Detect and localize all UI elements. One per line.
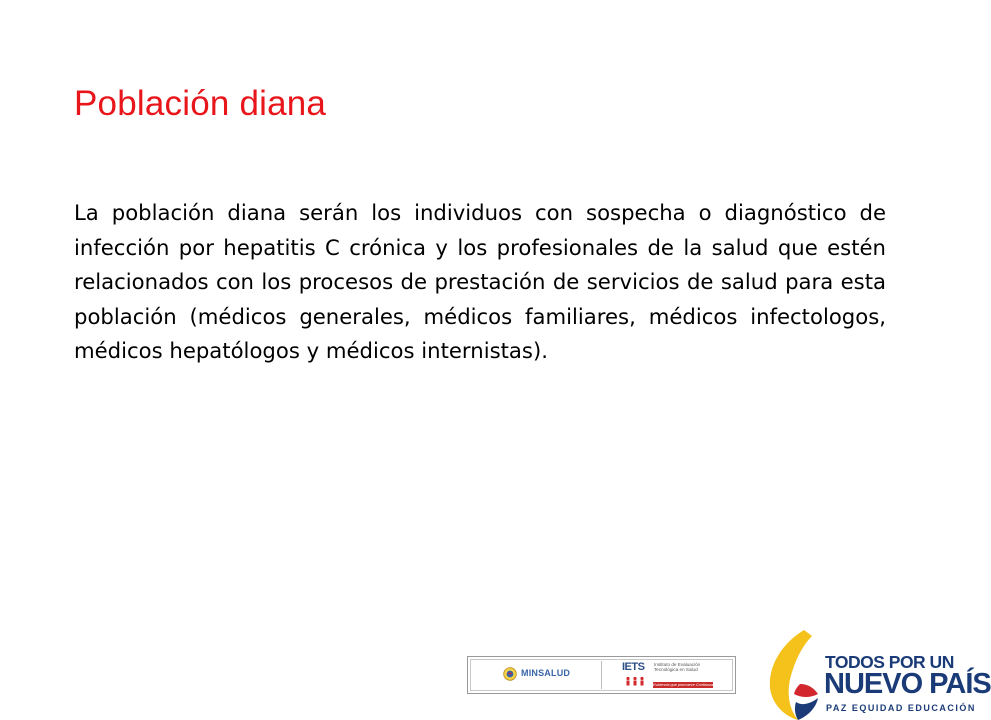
brand-line-1: TODOS POR UN [825, 652, 954, 672]
iets-people-icon [625, 676, 645, 686]
minsalud-logo-text: MINSALUD [521, 668, 571, 678]
logo-divider [601, 661, 602, 689]
iets-description: Instituto de Evaluación Tecnológica en Salud [654, 662, 701, 673]
brand-line-2: NUEVO PAÍS [824, 668, 991, 700]
todos-por-un-nuevo-pais-logo [764, 628, 991, 720]
iets-tagline: Evidencia que promueve Confianza [653, 683, 713, 687]
iets-logo-text: IETS [622, 661, 645, 673]
brand-line-3: PAZ EQUIDAD EDUCACIÓN [826, 703, 976, 713]
slide-body-text: La población diana serán los individuos con sospecha o diagnóstico de infección por hepatitis C crónica y los profesionales de la salud que estén relacionados con los procesos de prestación de servicios de salud para esta población (médicos generales, médicos familiares, médicos infectologos, médicos hepatólogos y médicos internistas). [74, 200, 886, 363]
partner-logos-strip [467, 656, 736, 694]
colombia-wing-icon [764, 628, 826, 720]
slide-title: Población diana [74, 84, 327, 123]
minsalud-seal-icon [503, 667, 517, 681]
